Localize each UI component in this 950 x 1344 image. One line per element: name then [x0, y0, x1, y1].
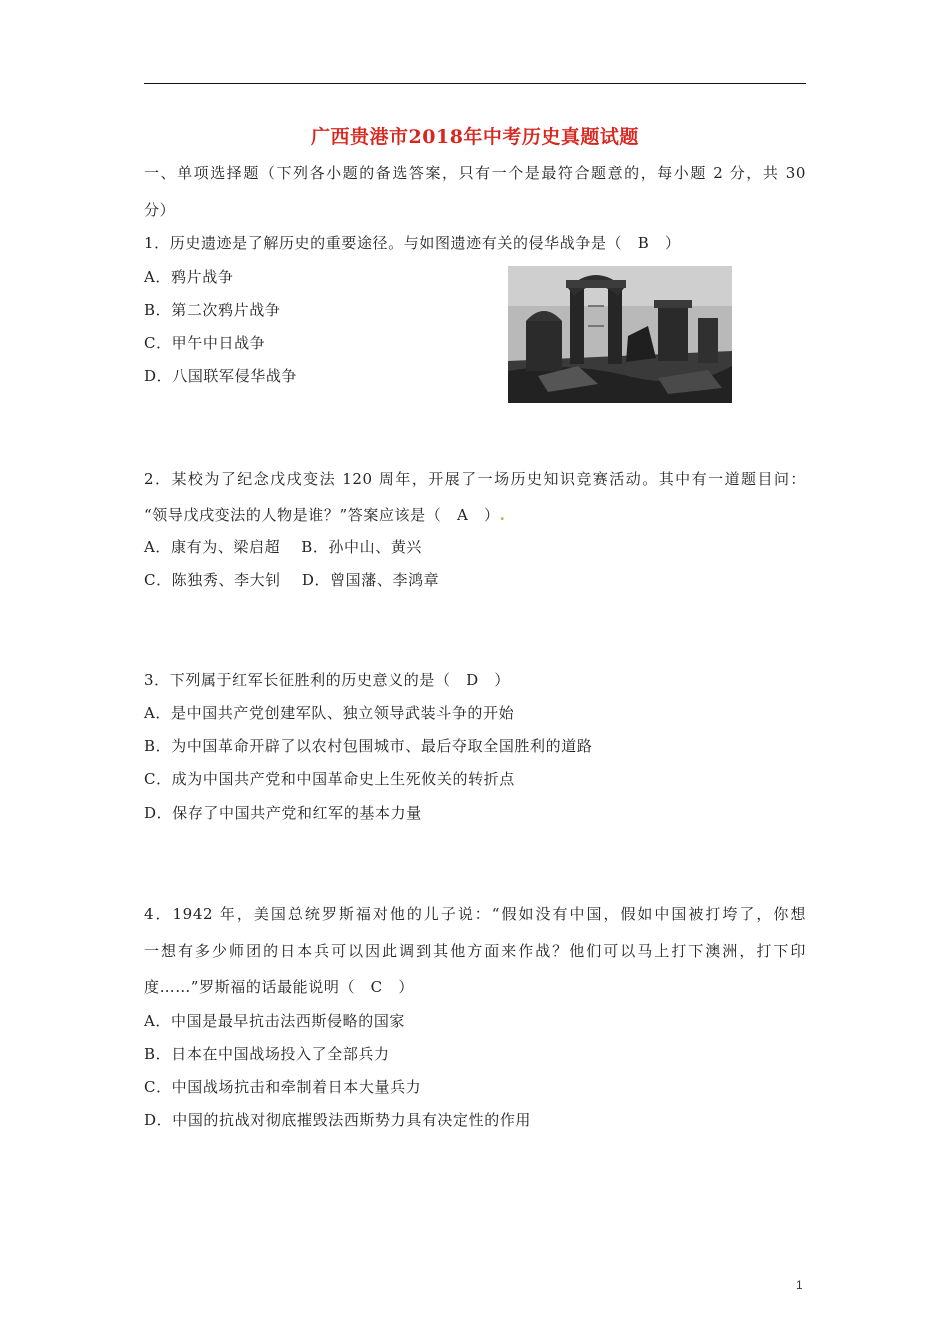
question-1-stem: 1．历史遗迹是了解历史的重要途径。与如图遗迹有关的侵华战争是（ B ）	[144, 234, 681, 252]
question-2-stem-text: “领导戊戌变法的人物是谁？”答案应该是（ A ）	[144, 506, 500, 524]
question-1-option-a: A．鸦片战争	[144, 268, 234, 286]
document-title: 广西贵港市2018年中考历史真题试题	[311, 126, 639, 148]
question-3-option-d: D．保存了中国共产党和红军的基本力量	[144, 804, 422, 822]
question-1-option-c: C．甲午中日战争	[144, 334, 266, 352]
question-4-option-d: D．中国的抗战对彻底摧毁法西斯势力具有决定性的作用	[144, 1111, 532, 1129]
question-4-stem-line-2: 一想有多少师团的日本兵可以因此调到其他方面来作战？他们可以马上打下澳洲，打下印	[144, 942, 806, 960]
question-2-stem-line-1: 2．某校为了纪念戊戌变法 120 周年，开展了一场历史知识竞赛活动。其中有一道题目问：	[144, 470, 806, 488]
question-3-stem: 3．下列属于红军长征胜利的历史意义的是（ D ）	[144, 671, 510, 689]
ruins-photo	[508, 266, 732, 403]
question-3-option-c: C．成为中国共产党和中国革命史上生死攸关的转折点	[144, 770, 515, 788]
page-number: 1	[796, 1278, 803, 1292]
question-3-option-a: A．是中国共产党创建军队、独立领导武装斗争的开始	[144, 704, 515, 722]
question-1-option-d: D．八国联军侵华战争	[144, 367, 298, 385]
question-1-option-b: B．第二次鸦片战争	[144, 301, 281, 319]
question-4-option-b: B．日本在中国战场投入了全部兵力	[144, 1045, 390, 1063]
question-2-stem-line-2	[144, 505, 505, 525]
question-2-options-row-1: A．康有为、梁启超 B．孙中山、黄兴	[144, 538, 423, 556]
question-3-option-b: B．为中国革命开辟了以农村包围城市、最后夺取全国胜利的道路	[144, 737, 593, 755]
section-heading-line-2: 分）	[144, 201, 176, 219]
question-4-stem-line-3: 度……”罗斯福的话最能说明（ C ）	[144, 978, 414, 996]
question-2-stem-mark: .	[499, 506, 506, 524]
question-4-option-c: C．中国战场抗击和牵制着日本大量兵力	[144, 1078, 422, 1096]
section-heading-line-1: 一、单项选择题（下列各小题的备选答案，只有一个是最符合题意的，每小题 2 分，共 30	[144, 164, 806, 182]
header-rule	[144, 83, 806, 84]
question-4-stem-line-1: 4．1942 年，美国总统罗斯福对他的儿子说：“假如没有中国，假如中国被打垮了，你想	[144, 905, 806, 923]
question-2-options-row-2: C．陈独秀、李大钊 D．曾国藩、李鸿章	[144, 571, 440, 589]
question-4-option-a: A．中国是最早抗击法西斯侵略的国家	[144, 1012, 406, 1030]
